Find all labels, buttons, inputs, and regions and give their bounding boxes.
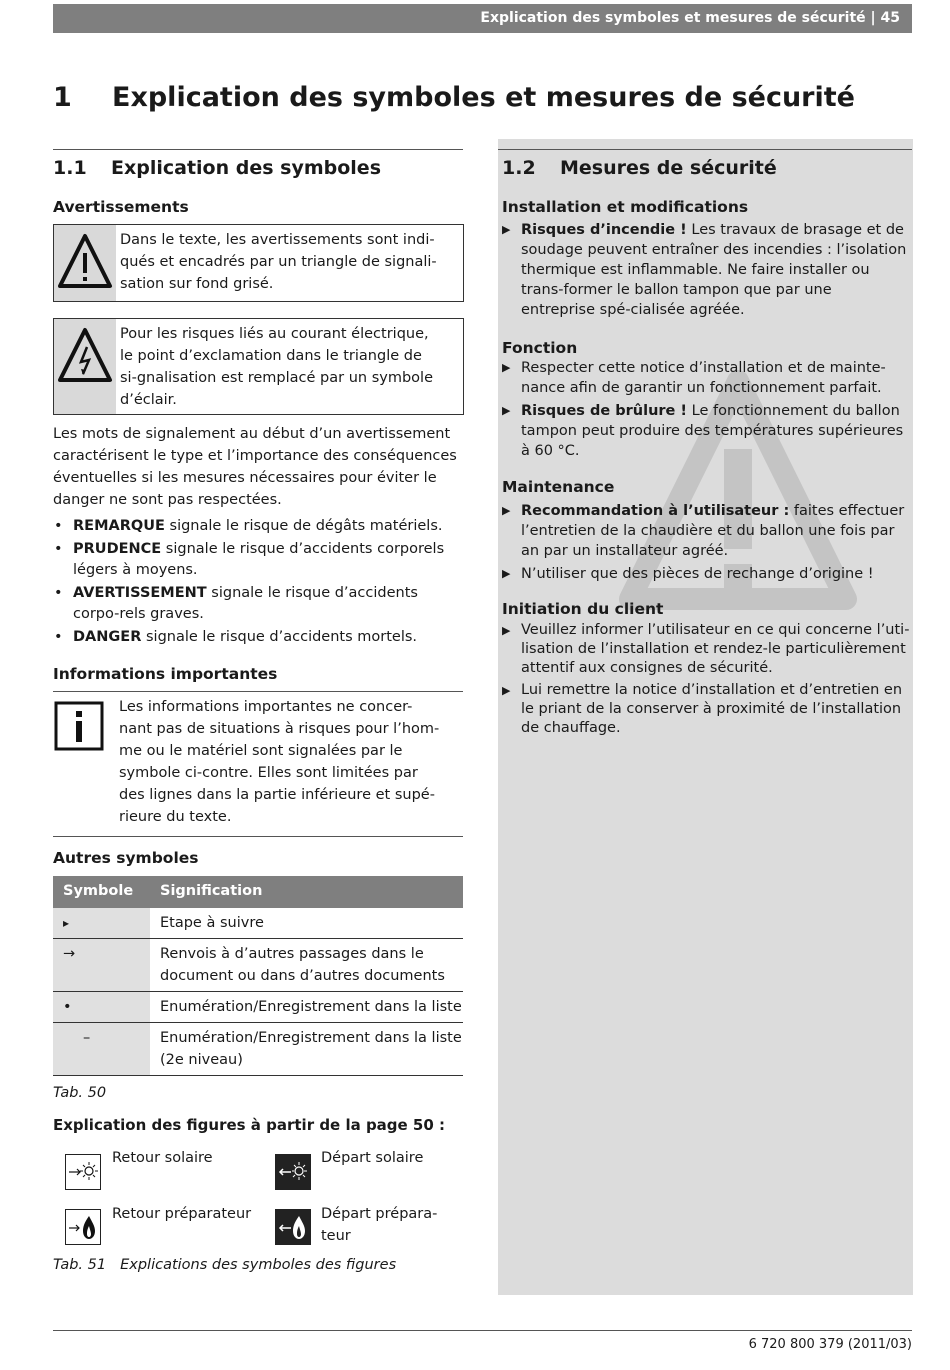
info-text: Les informations importantes ne concer-nant pas de situations à risques pour l’hom-me ou le matériel sont signalées par le symbole ci-contre. Elles sont limitées par des lignes dans la partie inférieure et supé-rieure du texte. (119, 699, 440, 825)
step-arrow-icon: ▶ (502, 504, 511, 517)
section-number: 1.2 (502, 157, 536, 179)
electric-icon-cell (54, 319, 116, 414)
section-rule (498, 149, 912, 150)
list-item (53, 627, 465, 648)
meaning-cell: Enumération/Enregistrement dans la liste (2e niveau) (160, 1030, 462, 1068)
item-text: Les travaux de brasage et de soudage peuvent entraîner des incendies : l’isolation thermique est inflammable. Ne faire installer ou trans-former le ballon tampon que par une entreprise spé-cialisée agréée. (521, 222, 907, 318)
meaning-cell: Renvois à d’autres passages dans le document ou dans d’autres documents (160, 946, 445, 984)
list-item (502, 681, 910, 738)
maintenance-list (502, 501, 910, 587)
list-item (53, 583, 465, 625)
bullet-icon: • (54, 518, 63, 534)
dash-icon: – (83, 1030, 91, 1046)
reference-arrow-icon: → (63, 946, 76, 962)
function-heading: Fonction (502, 339, 578, 357)
meaning-cell: Enumération/Enregistrement dans la liste (160, 999, 462, 1015)
item-bold: Risques de brûlure ! (521, 403, 688, 419)
section-number: 1.1 (53, 157, 87, 179)
info-icon (53, 700, 109, 752)
item-text: Respecter cette notice d’installation et de mainte-nance afin de garantir un fonctionnement parfait. (521, 360, 886, 396)
signal-term: REMARQUE (73, 518, 165, 534)
bullet-icon: • (54, 629, 63, 645)
signal-term: AVERTISSEMENT (73, 585, 207, 601)
table-row (53, 992, 463, 1023)
figures-caption-label: Tab. 51 (53, 1257, 107, 1273)
item-text: N’utiliser que des pièces de rechange d’origine ! (521, 566, 874, 582)
list-item (502, 401, 910, 461)
signal-text: signale le risque d’accidents mortels. (141, 629, 418, 645)
electric-warning-triangle-icon (54, 319, 116, 391)
chapter-title-text: Explication des symboles et mesures de sécurité (112, 82, 855, 113)
signal-text: signale le risque d’accidents corpo-rels graves. (73, 585, 418, 622)
signal-text: signale le risque d’accidents corporels légers à moyens. (73, 541, 445, 578)
step-arrow-icon: ▶ (502, 684, 511, 697)
bullet-icon: • (54, 541, 63, 557)
step-arrow-icon: ▶ (502, 624, 511, 637)
symbols-table (53, 876, 463, 1076)
item-text: faites effectuer l’entretien de la chaudière et du ballon une fois par an par un installateur agréé. (521, 503, 905, 559)
info-top-rule (53, 691, 463, 692)
running-header (53, 4, 912, 33)
list-item (502, 358, 910, 398)
step-arrow-icon: ▶ (502, 223, 511, 236)
signal-text: signale le risque de dégâts matériels. (164, 518, 443, 534)
solar-return-icon (65, 1154, 101, 1190)
symbol-cell (53, 939, 150, 991)
warning-icon-cell (54, 225, 116, 301)
warning-box-text: Pour les risques liés au courant électrique, le point d’exclamation dans le triangle de si-gnalisation est remplacé par un symbole d’éclair. (120, 326, 433, 408)
signal-words-paragraph: Les mots de signalement au début d’un avertissement caractérisent le type et l’importance des conséquences éventuelles si les mesures nécessaires pour éviter le danger ne sont pas respectées. (53, 426, 457, 508)
section-1-1-title (53, 155, 381, 181)
client-heading: Initiation du client (502, 600, 664, 618)
bullet-icon: • (63, 999, 72, 1015)
heater-flow-icon (275, 1209, 311, 1245)
heater-return-label: Retour préparateur (112, 1206, 252, 1222)
figures-heading: Explication des figures à partir de la page 50 : (53, 1116, 446, 1134)
item-text: Le fonctionnement du ballon tampon peut produire des températures supérieures à 60 °C. (521, 403, 904, 459)
step-arrow-icon: ▶ (502, 567, 511, 580)
list-item (53, 516, 465, 537)
symbol-cell (53, 992, 150, 1022)
signal-term: PRUDENCE (73, 541, 162, 557)
table-header (53, 876, 463, 908)
function-list (502, 358, 910, 464)
item-text: Lui remettre la notice d’installation et d’entretien en le priant de la conserver à proximité de l’installation de chauffage. (521, 682, 903, 736)
chapter-title (53, 80, 855, 116)
warnings-heading: Avertissements (53, 198, 189, 216)
solar-flow-icon (275, 1154, 311, 1190)
footer-rule (53, 1330, 912, 1331)
symbol-cell (53, 908, 150, 938)
warning-box-text: Dans le texte, les avertissements sont indi-qués et encadrés par un triangle de signali-sation sur fond grisé. (120, 232, 437, 292)
install-heading: Installation et modifications (502, 198, 749, 216)
bullet-icon: • (54, 585, 63, 601)
solar-return-label: Retour solaire (112, 1150, 213, 1166)
info-heading: Informations importantes (53, 665, 278, 683)
step-arrow-icon: ▸ (63, 916, 70, 930)
list-item (53, 539, 465, 581)
meaning-cell: Etape à suivre (160, 915, 264, 931)
running-title: Explication des symboles et mesures de sécurité | 45 (480, 10, 900, 26)
client-list (502, 621, 910, 741)
heater-flow-label: Départ prépara-teur (321, 1206, 438, 1244)
other-symbols-heading: Autres symboles (53, 849, 199, 867)
solar-flow-label: Départ solaire (321, 1150, 424, 1166)
section-title-text: Explication des symboles (111, 157, 381, 179)
symbol-cell (53, 1023, 150, 1075)
table-row (53, 908, 463, 939)
warning-triangle-icon (54, 225, 116, 301)
signal-words-list (53, 516, 465, 650)
figures-caption-text: Explications des symboles des figures (120, 1257, 397, 1273)
install-list (502, 220, 910, 323)
item-text: Veuillez informer l’utilisateur en ce qui concerne l’uti-lisation de l’installation et rendez-le particulièrement attentif aux consignes de sécurité. (521, 622, 910, 676)
signal-term: DANGER (73, 629, 142, 645)
section-title-text: Mesures de sécurité (560, 157, 777, 179)
section-1-2-title (502, 155, 777, 181)
info-bottom-rule (53, 836, 463, 837)
document-reference: 6 720 800 379 (2011/03) (748, 1337, 912, 1352)
item-bold: Risques d’incendie ! (521, 222, 687, 238)
list-item (502, 220, 910, 320)
maintenance-heading: Maintenance (502, 478, 615, 496)
section-rule (53, 149, 463, 150)
chapter-number: 1 (53, 82, 72, 113)
step-arrow-icon: ▶ (502, 361, 511, 374)
list-item (502, 621, 910, 678)
table-header-meaning: Signification (160, 883, 263, 899)
table-row (53, 1023, 463, 1076)
figures-caption (53, 1254, 396, 1276)
list-item (502, 501, 910, 561)
step-arrow-icon: ▶ (502, 404, 511, 417)
table-caption: Tab. 50 (53, 1085, 107, 1101)
list-item (502, 564, 910, 584)
table-row (53, 939, 463, 992)
heater-return-icon (65, 1209, 101, 1245)
warning-box-general (53, 224, 464, 302)
table-header-symbol: Symbole (63, 883, 134, 899)
warning-box-electric (53, 318, 464, 415)
item-bold: Recommandation à l’utilisateur : (521, 503, 790, 519)
